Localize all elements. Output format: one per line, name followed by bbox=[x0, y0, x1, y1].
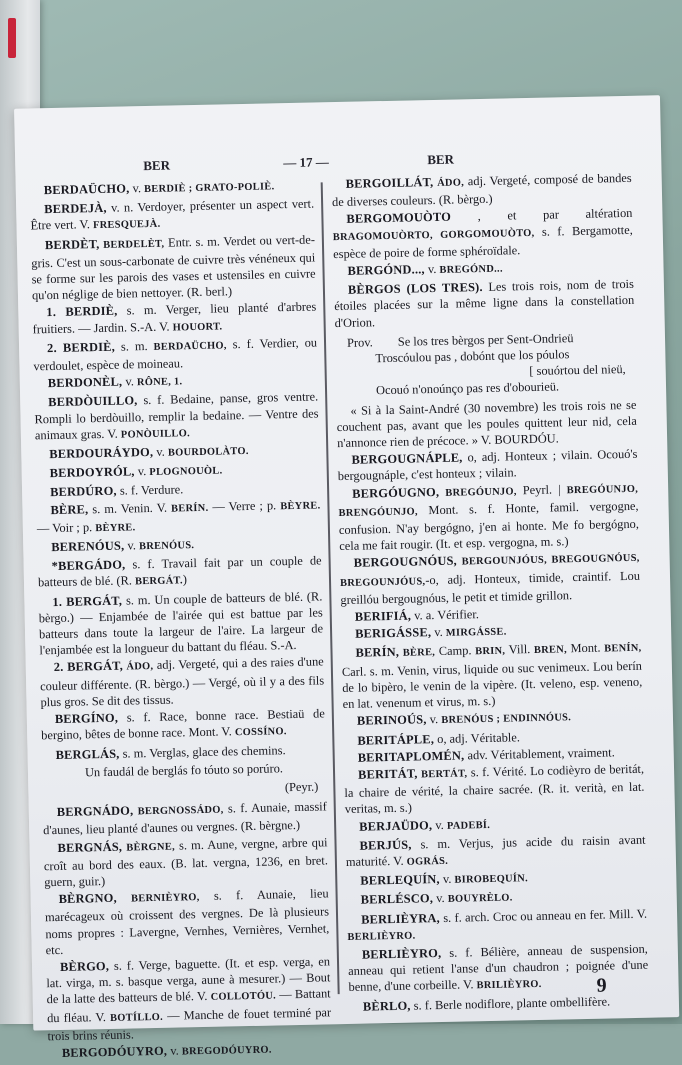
entry-crossref: RÔNE, 1. bbox=[136, 376, 183, 389]
dictionary-entry bbox=[41, 705, 326, 745]
entry-crossref: FRESQUEJÀ. bbox=[92, 219, 161, 232]
entry-crossref: PADEBÍ. bbox=[446, 819, 491, 832]
entry-text: s. m. Verglas, glace des chemins. bbox=[119, 742, 286, 761]
entry-crossref: BERÍN. bbox=[170, 502, 209, 515]
entry-text: v. n. Verdoyer, présenter un aspect vert. Être vert. V. bbox=[30, 196, 315, 233]
entry-crossref: BERLIÈYRO. bbox=[347, 930, 416, 943]
entry-headword: BERDOURÁYDO, bbox=[49, 444, 154, 462]
entry-crossref: OGRÁS. bbox=[406, 855, 449, 868]
entry-headword: BERIGÁSSE, bbox=[354, 625, 432, 642]
entry-text: s. f. Race, bonne race. Bestiaü de bergino, bêtes de bonne race. Mont. V. bbox=[41, 706, 325, 743]
entry-crossref: BREGODÓUYRO. bbox=[181, 1044, 272, 1058]
entry-text: v. bbox=[134, 464, 150, 479]
proverb-line-1: Se los tres bèrgos per Sent-Ondrieü bbox=[397, 330, 574, 349]
entry-crossref: COSSÍNO. bbox=[234, 726, 287, 739]
entry-headword: BERLIÈYRA, bbox=[360, 910, 441, 927]
entry-headword: BÈRLO, bbox=[362, 998, 411, 1014]
entry-headword: *BERGÁDO, bbox=[51, 557, 126, 574]
entry-headword: BERGNÁDO, bbox=[56, 803, 134, 820]
entry-text: s. m. Verger, lieu planté d'arbres fruitiers. — Jardin. S.-A. V. bbox=[32, 299, 317, 337]
entry-headword: BERGÓUGNO, bbox=[352, 484, 440, 501]
entry-headword: BÈRGNO, bbox=[58, 890, 117, 907]
right-column bbox=[332, 170, 650, 1016]
entry-text: v. bbox=[424, 261, 440, 277]
entry-headword: BERJAÜDO, bbox=[359, 817, 433, 834]
entry-headword: BERITAPLOMÉN, bbox=[357, 748, 465, 765]
dictionary-entry bbox=[344, 761, 645, 818]
entry-crossref: BERNIÈYRO, bbox=[131, 892, 200, 905]
entry-headword: BERITÁPLE, bbox=[357, 731, 435, 748]
entry-headword: BERDOYRÓL, bbox=[49, 464, 135, 481]
entry-text: s. f. Aunaie, lieu marécageux où croissent des vergnes. De là plusieurs noms propres : Lavergne, Vernhes, Vernières, Vernhet, etc. bbox=[44, 886, 330, 958]
entry-text: s. f. Bélière, anneau de suspension, anneau qui retient l'anse d'un chaudron ; poignée d'une benne, d'une corbeille. V. bbox=[348, 941, 649, 995]
dictionary-entry bbox=[37, 553, 322, 593]
dictionary-entry bbox=[34, 389, 319, 446]
entry-headword: 2. BERGÁT, bbox=[53, 659, 124, 675]
dictionary-entry bbox=[339, 549, 640, 608]
entry-crossref: BOUYRÈLO. bbox=[447, 892, 513, 906]
dictionary-entry bbox=[332, 205, 633, 262]
entry-text: -o, adj. Honteux, timide, craintif. Lou greillóu bergougnóus, le petit et timide grillon. bbox=[340, 568, 641, 607]
entry-text: ) bbox=[182, 572, 188, 587]
entry-headword: BERIFIÁ, bbox=[354, 608, 412, 624]
entry-headword: BERLÉSCO, bbox=[360, 891, 434, 908]
entry-text: s. f. Verdier, ou verdoulet, espèce de moineau. bbox=[33, 335, 318, 374]
entry-text: v. bbox=[431, 625, 446, 640]
entry-text: s. f. Bergamotte, espèce de poire de forme sphéroïdale. bbox=[333, 222, 633, 261]
entry-text: v. bbox=[432, 891, 448, 906]
dictionary-entry bbox=[43, 834, 328, 891]
entry-crossref: BERDAÜCHO, bbox=[153, 340, 227, 353]
entry-text: s. m. Verjus, jus acide du raisin avant maturité. V. bbox=[345, 832, 646, 869]
entry-headword: BERLEQUÍN, bbox=[360, 872, 440, 888]
entry-headword: BERGÓND..., bbox=[347, 262, 425, 278]
entry-crossref: BÈYRE. bbox=[95, 522, 136, 535]
entry-text: Camp. bbox=[434, 643, 476, 659]
left-column bbox=[30, 177, 332, 1065]
entry-headword: BERGODÓUYRO, bbox=[61, 1043, 168, 1060]
entry-headword: BERDAÜCHO, bbox=[43, 181, 130, 198]
entry-headword: 1. BERDIÈ, bbox=[46, 304, 118, 320]
entry-crossref: BOTÍLLO. bbox=[109, 1011, 164, 1024]
entry-text: o, adj. Véritable. bbox=[433, 729, 520, 746]
entry-text: s. f. Travail fait par un couple de batteurs de blé. (R. bbox=[37, 553, 322, 590]
entry-headword: BERGOUGNÓUS, bbox=[353, 554, 458, 571]
entry-text: adj. Vergeté, qui a des raies d'une couleur différente. (R. bèrgo.) — Vergé, où il y a des fils plus gros. Se dit des tissus. bbox=[40, 654, 325, 710]
entry-text: s. f. Bedaine, panse, gros ventre. Rompli lo berdòuillo, remplir la bedaine. — Ventre des animaux gras. V. bbox=[34, 389, 319, 443]
entry-crossref: ÁDO, bbox=[126, 661, 154, 674]
proverb-translation: « Si à la Saint-André (30 novembre) les trois rois ne se couchent pas, avant que les poules quittent leur nid, cela n'annonce rien de précoce. » V. BOURDÓU. bbox=[336, 397, 637, 451]
entry-text: s. m. Venin. V. bbox=[88, 500, 172, 516]
entry-crossref: COLLOTÓU. bbox=[210, 990, 277, 1004]
entry-crossref: PLOGNOUÒL. bbox=[149, 465, 223, 479]
right-entries-a bbox=[332, 170, 635, 331]
entry-crossref: BÈRE, bbox=[402, 647, 436, 660]
entry-crossref: BENÍN, bbox=[604, 643, 642, 656]
entry-crossref: BREN, bbox=[533, 644, 568, 657]
dictionary-entry bbox=[341, 639, 642, 712]
entry-text: v. bbox=[153, 444, 169, 459]
entry-crossref: BRIN, bbox=[475, 646, 506, 658]
entry-crossref: BREGÓND... bbox=[439, 263, 503, 276]
entry-crossref: BERTÁT, bbox=[421, 768, 468, 781]
running-head-right: BER bbox=[427, 151, 455, 168]
entry-text: adv. Véritablement, vraiment. bbox=[464, 745, 615, 763]
dictionary-entry bbox=[345, 831, 646, 872]
dictionary-entry bbox=[44, 885, 329, 958]
dictionary-entry bbox=[40, 654, 325, 711]
entry-text: v. bbox=[129, 181, 145, 196]
entry-crossref: HOUORT. bbox=[172, 321, 223, 334]
entry-crossref: BIROBEQUÍN. bbox=[454, 873, 529, 886]
entry-crossref: ÁDO, bbox=[437, 177, 465, 189]
entry-headword: BERDÒUILLO, bbox=[48, 393, 138, 410]
entry-crossref: BERDIÈ ; GRATO-POLIÈ. bbox=[144, 181, 275, 196]
entry-headword: BERGOMOUÒTO bbox=[346, 210, 452, 227]
entry-text: , et par altération bbox=[450, 206, 633, 225]
entry-text: Les trois rois, nom de trois étoiles placées sur la même ligne dans la constellation d'Orion. bbox=[334, 277, 635, 330]
left-entries-a bbox=[30, 177, 326, 764]
entry-text: Mont. s. f. Honte, famil. vergogne, confusion. N'ay bergógno, j'en ai honte. Me fo bergógno, cela me fait rougir. (It. et esp. vergogna, m. s.) bbox=[338, 498, 640, 554]
running-head-number: — 17 — bbox=[283, 154, 329, 171]
entry-headword: BERITÁT, bbox=[357, 766, 418, 782]
left-quote-source: (Peyr.) bbox=[284, 779, 319, 795]
proverb-line-4: Ocouó n'onoúnço pas res d'obourieü. bbox=[375, 379, 560, 398]
entry-text: v. a. Vérifier. bbox=[410, 607, 480, 623]
right-entries-b bbox=[337, 446, 649, 1015]
entry-text: s. f. Verge, baguette. (It. et esp. verga, en lat. virga, m. s. basque verga, aune à mesurer.) — Bout de la latte des batteurs de blé. V. bbox=[46, 954, 331, 1007]
dictionary-entry bbox=[38, 588, 323, 659]
dictionary-entry bbox=[43, 798, 328, 838]
entry-crossref: BRILIÈYRO. bbox=[476, 979, 542, 992]
entry-headword: BÈRGO, bbox=[59, 958, 110, 974]
entry-crossref: BERGÁT. bbox=[134, 575, 183, 588]
entry-crossref: BRENÓUS. bbox=[138, 540, 195, 553]
running-head-left: BER bbox=[143, 157, 171, 174]
dictionary-entry bbox=[338, 479, 639, 554]
entry-text: — Voir ; p. bbox=[36, 520, 96, 536]
entry-crossref: BERDELÈT, bbox=[103, 238, 165, 251]
entry-crossref: BREGÓUNJO, BRENGÓUNJO, bbox=[338, 483, 639, 519]
entry-text: v. bbox=[426, 712, 442, 727]
entry-headword: BÈRE, bbox=[50, 501, 89, 517]
entry-crossref: BÈRGNE, bbox=[126, 841, 176, 854]
entry-text: s. m. bbox=[114, 338, 154, 354]
entry-text: adj. Vergeté, composé de bandes de diverses couleurs. (R. bèrgo.) bbox=[331, 170, 632, 210]
entry-headword: BERGOILLÁT, bbox=[345, 175, 434, 191]
entry-text: s. m. Un couple de batteurs de blé. (R. bèrgo.) — Enjambée de l'airée qui est battue par les batteurs dans toute la largeur de l'aire. La largeur de l'enjambée est la longueur du battant du fléau. S.-A. bbox=[38, 589, 324, 658]
dictionary-entry bbox=[36, 496, 321, 538]
entry-text: v. bbox=[167, 1043, 182, 1058]
entry-text: v. bbox=[432, 817, 448, 832]
entry-headword: BERENÓUS, bbox=[51, 538, 125, 555]
entry-headword: 1. BERGÁT, bbox=[52, 593, 123, 609]
entry-text: s. f. Vérité. Lo codièyro de beritát, la chaire de vérité, la chaire sacrée. (R. it. verità, en lat. veritas, m. s.) bbox=[344, 761, 645, 817]
page-number: 9 bbox=[596, 974, 607, 997]
dictionary-entry bbox=[46, 953, 332, 1044]
entry-text bbox=[117, 891, 132, 905]
entry-headword: BERGOUGNÁPLE, bbox=[351, 450, 463, 468]
entry-headword: BERDONÈL, bbox=[47, 374, 123, 391]
entry-text: s. f. arch. Croc ou anneau en fer. Mill. V. bbox=[439, 906, 648, 925]
entry-text: — Battant du fléau. V. bbox=[46, 986, 331, 1025]
entry-text: s. f. Aunaie, massif d'aunes, lieu planté d'aunes ou vergnes. (R. bèrgne.) bbox=[43, 799, 327, 838]
proverb-label: Prov. bbox=[346, 335, 373, 350]
entry-headword: BERINOÚS, bbox=[356, 712, 427, 729]
dictionary-entry bbox=[334, 276, 635, 331]
entry-headword: BÈRGOS (LOS TRES). bbox=[347, 280, 483, 298]
dictionary-page bbox=[14, 95, 679, 1060]
entry-text: Peyrl. | bbox=[516, 481, 567, 497]
proverb-line-2: Troscóulou pas , dobónt que los póulos bbox=[375, 347, 570, 366]
dictionary-entry bbox=[33, 334, 318, 374]
left-quote: Un faudál de berglás fo tóuto so porúro. bbox=[84, 760, 284, 780]
dictionary-entry bbox=[332, 170, 633, 211]
entry-headword: BERDÚRO, bbox=[49, 484, 117, 500]
entry-text: Vill. bbox=[505, 642, 535, 658]
entry-text: v. bbox=[122, 374, 138, 389]
entry-text: o, adj. Honteux ; vilain. Ocouó's bergougnáple, c'est honteux ; vilain. bbox=[337, 447, 638, 484]
entry-headword: BERÍN, bbox=[355, 645, 400, 661]
entry-crossref: BERGNOSSÁDO, bbox=[137, 804, 224, 818]
dictionary-entry bbox=[337, 446, 638, 485]
dictionary-entry bbox=[347, 905, 648, 946]
entry-text: Mont. bbox=[566, 641, 605, 656]
entry-crossref: BRENÓUS ; ENDINNÓUS. bbox=[441, 712, 572, 727]
dictionary-entry bbox=[32, 299, 317, 339]
proverb-line-3: [ souórtou del nieü, bbox=[529, 362, 626, 379]
entry-headword: BERLIÈYRO, bbox=[361, 945, 442, 962]
entry-text: — Manche de fouet terminé par trois brins réunis. bbox=[47, 1004, 332, 1044]
dictionary-entry bbox=[31, 231, 316, 304]
entry-text: — Verre ; p. bbox=[208, 497, 281, 514]
entry-crossref: MIRGÁSSE. bbox=[445, 626, 507, 640]
entry-headword: BERGÍNO, bbox=[54, 710, 119, 727]
entry-headword: 2. BERDIÈ, bbox=[46, 339, 116, 355]
entry-headword: BERDÈT, bbox=[44, 236, 100, 252]
entry-headword: BERJÚS, bbox=[359, 837, 412, 853]
entry-crossref: BOURDOLÀTO. bbox=[167, 445, 249, 459]
dictionary-entry bbox=[30, 196, 315, 236]
entry-crossref: BERGOUNJÓUS, BREGOUGNÓUS, BREGOUNJÓUS, bbox=[339, 553, 640, 589]
entry-crossref: BÈYRE. bbox=[280, 500, 321, 512]
entry-headword: BERDEJÀ, bbox=[44, 201, 107, 217]
entry-text: s. f. Verdure. bbox=[116, 482, 184, 499]
entry-crossref: BREGÓUNJO, bbox=[445, 485, 517, 499]
entry-headword: BERGNÁS, bbox=[57, 839, 123, 855]
entry-crossref: BRAGOMOUÒRTO, GORGOMOUÒTO, bbox=[332, 227, 535, 243]
red-bookmark bbox=[8, 18, 16, 58]
entry-text: v. bbox=[439, 871, 455, 887]
entry-text: s. m. Aune, vergne, arbre qui croît au bord des eaux. (B. lat. vergna, 1236, en bret. guern, guir.) bbox=[43, 834, 329, 890]
entry-text: s. f. Berle nodiflore, plante ombellifère. bbox=[410, 994, 611, 1013]
entry-text: v. bbox=[124, 538, 140, 553]
entry-text: Entr. s. m. Verdet ou vert-de-gris. C'est un sous-carbonate de cuivre très vénéneux qui se forme sur les parois des vases et ustensiles en cuivre qu'on néglige de bien nettoyer. (R. berl.) bbox=[31, 232, 316, 303]
entry-text: Carl. s. m. Venin, virus, liquide ou suc venimeux. Lou berín de lo bipèro, le venin de la vipère. (It. veleno, esp. veneno, en lat. venenum et virus, m. s.) bbox=[341, 658, 643, 712]
entry-headword: BERGLÁS, bbox=[55, 746, 120, 762]
entry-crossref: PONÒUILLO. bbox=[120, 427, 191, 441]
